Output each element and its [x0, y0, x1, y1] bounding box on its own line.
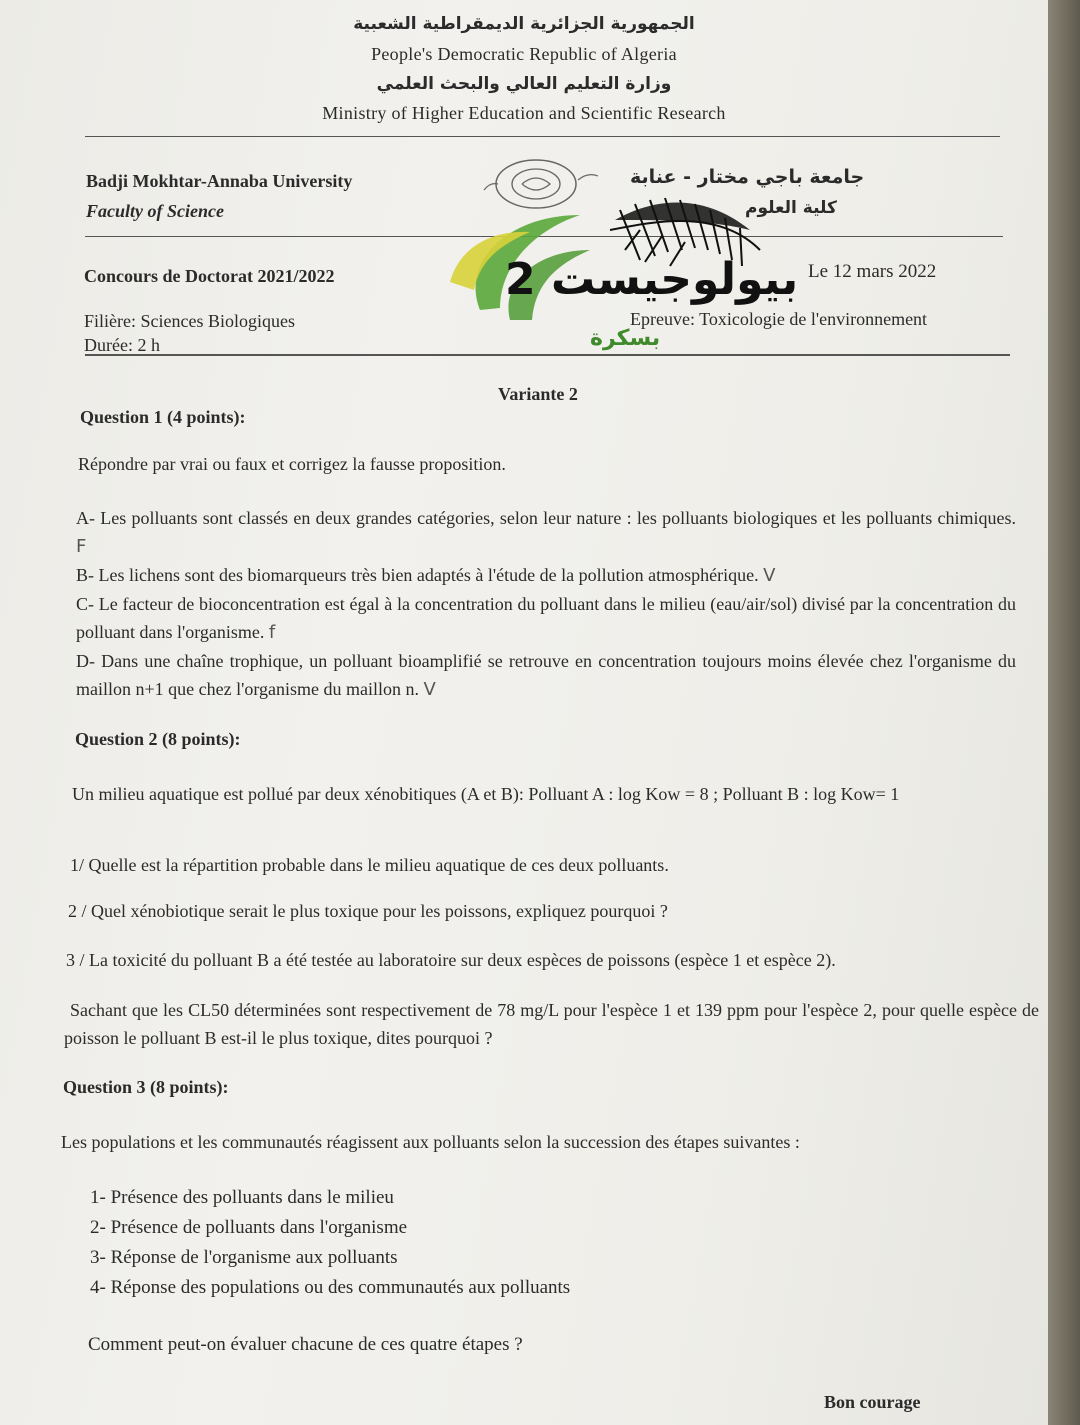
watermark-text: بيولوجيست 2: [505, 254, 799, 305]
answer-mark-b: V: [763, 565, 776, 586]
arabic-faculty-name: كلية العلوم: [745, 198, 837, 218]
answer-mark-a: F: [76, 536, 87, 557]
question-1-title: Question 1 (4 points):: [80, 407, 246, 427]
arabic-ministry-name: وزارة التعليم العالي والبحث العلمي: [376, 74, 672, 94]
question-3-intro: Les populations et les communautés réagissent aux polluants selon la succession des étapes suivantes :: [61, 1132, 800, 1152]
statement-b: [76, 561, 1016, 590]
variante-label: Variante 2: [498, 384, 578, 404]
ministry-name: Ministry of Higher Education and Scientific Research: [322, 103, 726, 123]
question-2-part-2: 2 / Quel xénobiotique serait le plus toxique pour les poissons, expliquez pourquoi ?: [68, 901, 668, 921]
country-name: People's Democratic Republic of Algeria: [371, 44, 677, 64]
question-3-prompt: Comment peut-on évaluer chacune de ces quatre étapes ?: [88, 1334, 523, 1355]
info-divider: [85, 354, 1010, 356]
statement-d-text: D- Dans une chaîne trophique, un polluant bioamplifié se retrouve en concentration toujours moins élevée chez l'organisme du maillon n+1 que chez l'organisme du maillon n.: [76, 651, 1016, 699]
concours-title: Concours de Doctorat 2021/2022: [84, 266, 335, 286]
answer-mark-c: f: [268, 622, 276, 643]
step-item: 3- Réponse de l'organisme aux polluants: [90, 1247, 398, 1268]
watermark-subtext: بسكرة: [590, 326, 661, 351]
statement-d: [76, 647, 1016, 704]
arabic-country-name: الجمهورية الجزائرية الديمقراطية الشعبية: [353, 14, 695, 34]
question-2-title: Question 2 (8 points):: [75, 729, 241, 749]
closing-text: Bon courage: [824, 1392, 921, 1412]
question-2-intro: Un milieu aquatique est pollué par deux xénobitiques (A et B): Polluant A : log Kow = 8 ; Polluant B : log Kow= 1: [72, 784, 900, 804]
step-item: 4- Réponse des populations ou des communautés aux polluants: [90, 1277, 571, 1298]
question-2-intro-block: [72, 780, 1032, 808]
question-2-part-3-detail-block: [64, 996, 1039, 1052]
university-name: Badji Mokhtar-Annaba University: [86, 171, 353, 191]
question-2-part-1: 1/ Quelle est la répartition probable dans le milieu aquatique de ces deux polluants.: [70, 855, 669, 875]
question-2-part-3: 3 / La toxicité du polluant B a été testée au laboratoire sur deux espèces de poissons (espèce 1 et espèce 2).: [66, 950, 836, 970]
statement-c: [76, 590, 1016, 647]
statement-a: [76, 504, 1016, 561]
background-edge: [1048, 0, 1080, 1425]
arabic-university-name: جامعة باجي مختار - عنابة: [630, 166, 865, 188]
step-item: 1- Présence des polluants dans le milieu: [90, 1187, 394, 1208]
header-divider: [85, 136, 1000, 137]
exam-date: Le 12 mars 2022: [808, 261, 937, 282]
question-2-part-3-detail: Sachant que les CL50 déterminées sont respectivement de 78 mg/L pour l'espèce 1 et 139 ppm pour l'espèce 2, pour quelle espèce de poisson le polluant B est-il le plus toxique, dites pourquoi ?: [64, 1000, 1039, 1048]
question-1-statements: [76, 504, 1016, 704]
faculty-name: Faculty of Science: [86, 201, 224, 221]
epreuve-label: Epreuve: Toxicologie de l'environnement: [630, 309, 928, 329]
filiere-label: Filière: Sciences Biologiques: [84, 311, 295, 331]
question-3-title: Question 3 (8 points):: [63, 1077, 229, 1097]
answer-mark-d: V: [423, 679, 436, 700]
statement-b-text: B- Les lichens sont des biomarqueurs très bien adaptés à l'étude de la pollution atmosphérique.: [76, 565, 759, 585]
statement-c-text: C- Le facteur de bioconcentration est égal à la concentration du polluant dans le milieu (eau/air/sol) divisé par la concentration du polluant dans l'organisme.: [76, 594, 1016, 642]
question-1-instruction: Répondre par vrai ou faux et corrigez la fausse proposition.: [78, 454, 506, 474]
statement-a-text: A- Les polluants sont classés en deux grandes catégories, selon leur nature : les polluants biologiques et les polluants chimiques.: [76, 508, 1016, 528]
duree-label: Durée: 2 h: [84, 335, 160, 355]
step-item: 2- Présence de polluants dans l'organisme: [90, 1217, 408, 1238]
